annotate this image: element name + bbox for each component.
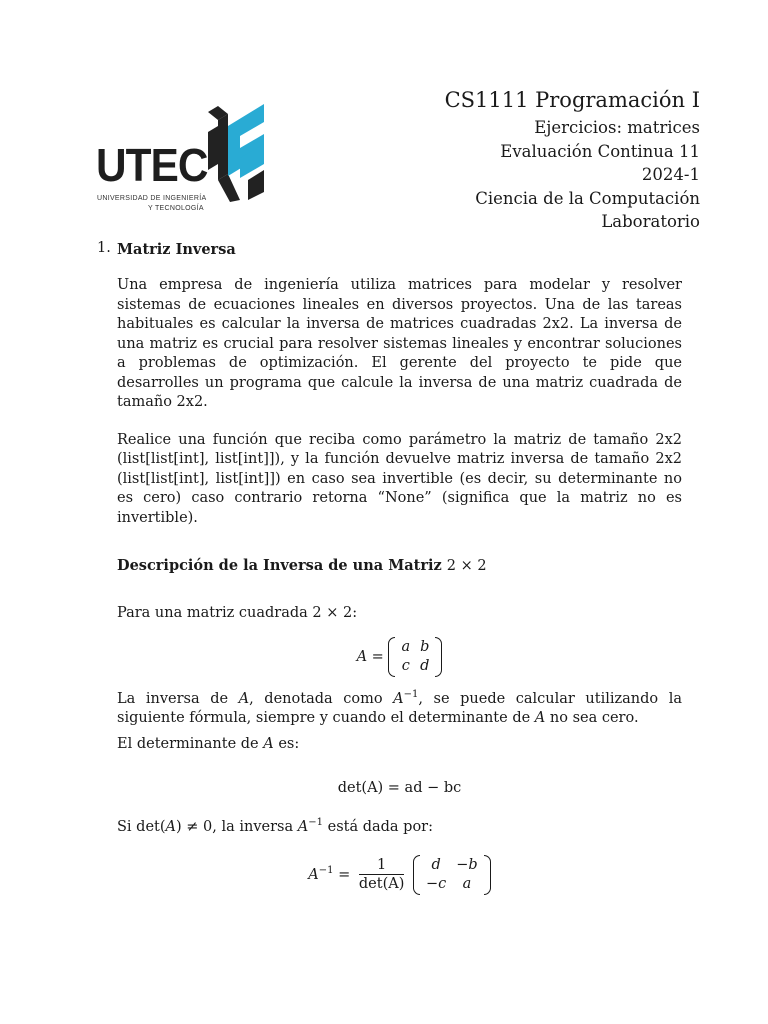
section-title: Matriz Inversa	[117, 241, 236, 258]
logo-wordmark: UTEC	[96, 139, 208, 191]
adjugate-matrix	[413, 856, 491, 894]
inverse-formula	[117, 856, 682, 894]
matrix-a-cell: d	[420, 657, 430, 674]
inverse-description: La inversa de A, denotada como $A^{-1}$, se puede calcular utilizando la siguiente fórmula, siempre y cuando el determinante de A no sea cero.	[117, 688, 683, 726]
matrix-a-display	[117, 638, 682, 676]
utec-logo	[96, 100, 266, 220]
logo-subtitle-line2: Y TECNOLOGÍA	[148, 205, 204, 212]
course-title: CS1111 Programación I	[444, 88, 700, 112]
document-header	[445, 86, 700, 234]
task-paragraph: Realice una función que reciba como parámetro la matriz de tamaño 2x2 (list[list[int], list[int]]), y la función devuelve matriz inversa de tamaño 2x2 (list[list[int], list[int]]) en caso sea invertible (es decir, su determinante no es cero) caso contrario retorna “None” (significa que la matriz no es invertible).	[117, 431, 682, 526]
adjugate-cell: −c	[425, 875, 447, 892]
determinant-formula: det(A) = ad − bc	[337, 780, 462, 796]
fraction-denominator: det(A)	[358, 876, 405, 892]
matrix-a-cell: c	[401, 657, 410, 674]
header-evaluation: Evaluación Continua 11	[500, 141, 700, 161]
inverse-condition: Si det(A) ≠ 0, la inversa $A^{-1}$ está dada por:	[117, 817, 434, 835]
utec-logo-mark-icon	[204, 102, 266, 202]
exercise-section	[97, 240, 683, 894]
logo-subtitle-line1: UNIVERSIDAD DE INGENIERÍA	[97, 195, 207, 202]
problem-paragraph: Una empresa de ingeniería utiliza matrices para modelar y resolver sistemas de ecuaciones lineales en diversos proyectos. Una de las tareas habituales es calcular la inversa de matrices cuadradas 2x2. La inversa de una matriz es crucial para resolver sistemas lineales y encontrar soluciones a problemas de optimización. El gerente del proyecto te pide que desarrolles un programa que calcule la inversa de una matriz cuadrada de tamaño 2x2.	[117, 277, 682, 410]
adjugate-cell: d	[431, 856, 441, 873]
header-term: 2024-1	[641, 165, 700, 184]
inverse-formula-fraction	[359, 856, 404, 893]
section-number: 1.	[97, 240, 111, 256]
matrix-intro: Para una matriz cuadrada 2 × 2:	[117, 605, 358, 621]
matrix-a-lhs: A =	[356, 648, 384, 665]
determinant-intro: El determinante de A es:	[117, 735, 300, 752]
inverse-formula-equals: =	[338, 866, 351, 883]
matrix-a	[388, 638, 442, 676]
subsection-heading-text: Descripción de la Inversa de una Matriz	[117, 557, 442, 574]
fraction-numerator: 1	[359, 856, 404, 875]
header-program: Ciencia de la Computación	[475, 188, 700, 208]
adjugate-cell: −b	[456, 856, 478, 873]
adjugate-cell: a	[462, 875, 472, 892]
subsection-heading	[117, 556, 682, 576]
matrix-a-cell: a	[401, 638, 411, 655]
header-session-type: Laboratorio	[601, 212, 700, 231]
subsection-heading-math: 2 × 2	[446, 558, 487, 574]
inverse-formula-lhs-exponent: −1	[318, 864, 334, 876]
matrix-a-cell: b	[420, 638, 430, 655]
inverse-formula-lhs: A	[308, 866, 319, 883]
header-exercise-topic: Ejercicios: matrices	[534, 118, 700, 137]
